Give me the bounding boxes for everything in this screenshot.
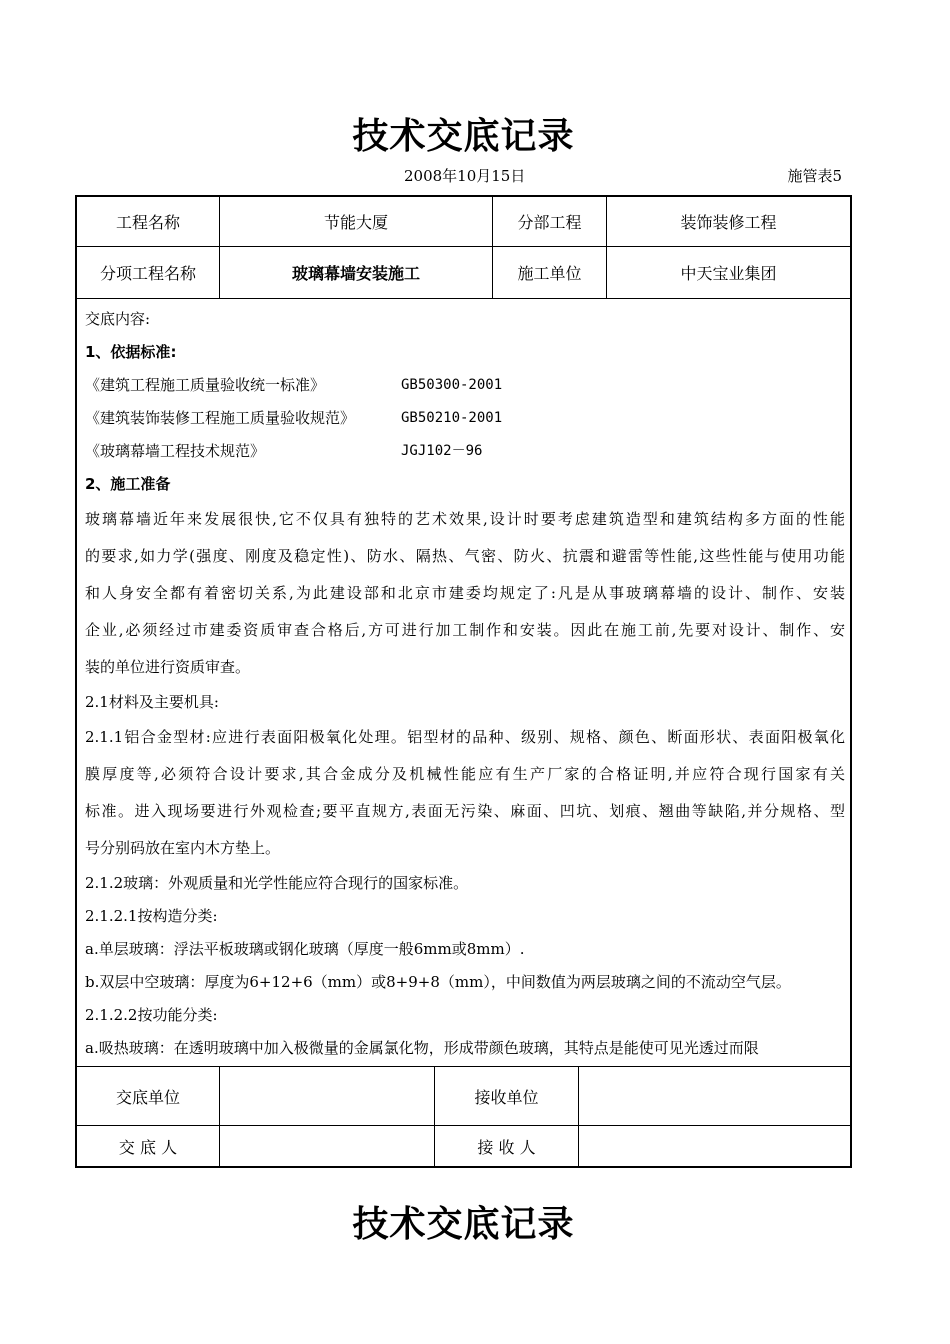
standard-row <box>85 369 845 402</box>
standard-name: 《建筑装饰装修工程施工质量验收规范》 <box>85 409 356 427</box>
paragraph-line: 装的单位进行资质审查。 <box>85 658 251 676</box>
next-page-title: 技术交底记录 <box>352 1204 575 1245</box>
division-label: 分部工程 <box>493 197 607 246</box>
section-1-heading: 1、依据标准: <box>85 343 177 361</box>
section-2-heading: 2、施工准备 <box>85 475 171 493</box>
standard-name: 《玻璃幕墙工程技术规范》 <box>85 442 266 460</box>
receiving-unit-label: 接收单位 <box>435 1067 579 1125</box>
paragraph-line: 企业,必须经过市建委资质审查合格后,方可进行加工制作和安装。因此在施工前,先要对设计、制作、安 <box>85 621 845 639</box>
item-2-1-2-2: 2.1.2.2按功能分类: <box>85 1006 218 1024</box>
item-2-1-2: 2.1.2玻璃：外观质量和光学性能应符合现行的国家标准。 <box>85 874 469 892</box>
date-row <box>0 165 950 187</box>
receiving-person-value <box>579 1126 850 1166</box>
receiving-person-label: 接 收 人 <box>435 1126 579 1166</box>
paragraph-line: 标准。进入现场要进行外观检查;要平直规方,表面无污染、麻面、凹坑、划痕、翘曲等缺陷,并分规格、型 <box>85 802 845 820</box>
project-name-label: 工程名称 <box>77 197 220 246</box>
handover-person-label: 交 底 人 <box>77 1126 220 1166</box>
standard-name: 《建筑工程施工质量验收统一标准》 <box>85 376 326 394</box>
handover-content <box>85 303 845 1063</box>
paragraph-line: 玻璃幕墙近年来发展很快,它不仅具有独特的艺术效果,设计时要考虑建筑造型和建筑结构多方面的性能 <box>85 510 845 528</box>
record-date: 2008年10月15日 <box>404 167 526 185</box>
item-a-single-glass: a.单层玻璃：浮法平板玻璃或钢化玻璃（厚度一般6mm或8mm）. <box>85 940 525 958</box>
header-row-1 <box>77 197 850 247</box>
standard-code: JGJ102－96 <box>401 443 483 459</box>
footer-row-2 <box>77 1126 850 1166</box>
standard-code: GB50210-2001 <box>401 410 503 426</box>
item-a-absorbing-glass: a.吸热玻璃：在透明玻璃中加入极微量的金属氯化物，形成带颜色玻璃，其特点是能使可见光透过而限 <box>85 1039 759 1057</box>
handover-unit-value <box>220 1067 435 1125</box>
header-row-2 <box>77 247 850 299</box>
contractor-label: 施工单位 <box>493 247 607 298</box>
standard-code: GB50300-2001 <box>401 377 503 393</box>
paragraph-line: 膜厚度等,必须符合设计要求,其合金成分及机械性能应有生产厂家的合格证明,并应符合现行国家有关 <box>85 765 845 783</box>
paragraph-line: 号分别码放在室内木方垫上。 <box>85 839 281 857</box>
subsection-2-1: 2.1材料及主要机具: <box>85 693 219 711</box>
standard-row <box>85 402 845 435</box>
subitem-label: 分项工程名称 <box>77 247 220 298</box>
division-value: 装饰装修工程 <box>680 213 777 232</box>
footer-row-1 <box>77 1066 850 1126</box>
contractor-value: 中天宝业集团 <box>680 264 777 283</box>
content-intro: 交底内容: <box>85 310 151 328</box>
standard-row <box>85 435 845 468</box>
paragraph-line: 和人身安全都有着密切关系,为此建设部和北京市建委均规定了:凡是从事玻璃幕墙的设计、制作、安装 <box>85 584 845 602</box>
project-name-value: 节能大厦 <box>220 197 493 246</box>
page-title: 技术交底记录 <box>352 116 575 157</box>
item-b-double-glass: b.双层中空玻璃：厚度为6+12+6（mm）或8+9+8（mm），中间数值为两层玻璃之间的不流动空气层。 <box>85 973 791 991</box>
record-table <box>75 195 852 1168</box>
handover-person-value <box>220 1126 435 1166</box>
item-2-1-2-1: 2.1.2.1按构造分类: <box>85 907 218 925</box>
receiving-unit-value <box>579 1067 850 1125</box>
paragraph-line: 的要求,如力学(强度、刚度及稳定性)、防水、隔热、气密、防火、抗震和避雷等性能,这些性能与使用功能 <box>85 547 845 565</box>
handover-unit-label: 交底单位 <box>77 1067 220 1125</box>
form-number: 施管表5 <box>787 167 842 185</box>
paragraph-line: 2.1.1铝合金型材:应进行表面阳极氧化处理。铝型材的品种、级别、规格、颜色、断面形状、表面阳极氧化 <box>85 728 845 746</box>
subitem-value: 玻璃幕墙安装施工 <box>220 247 493 298</box>
